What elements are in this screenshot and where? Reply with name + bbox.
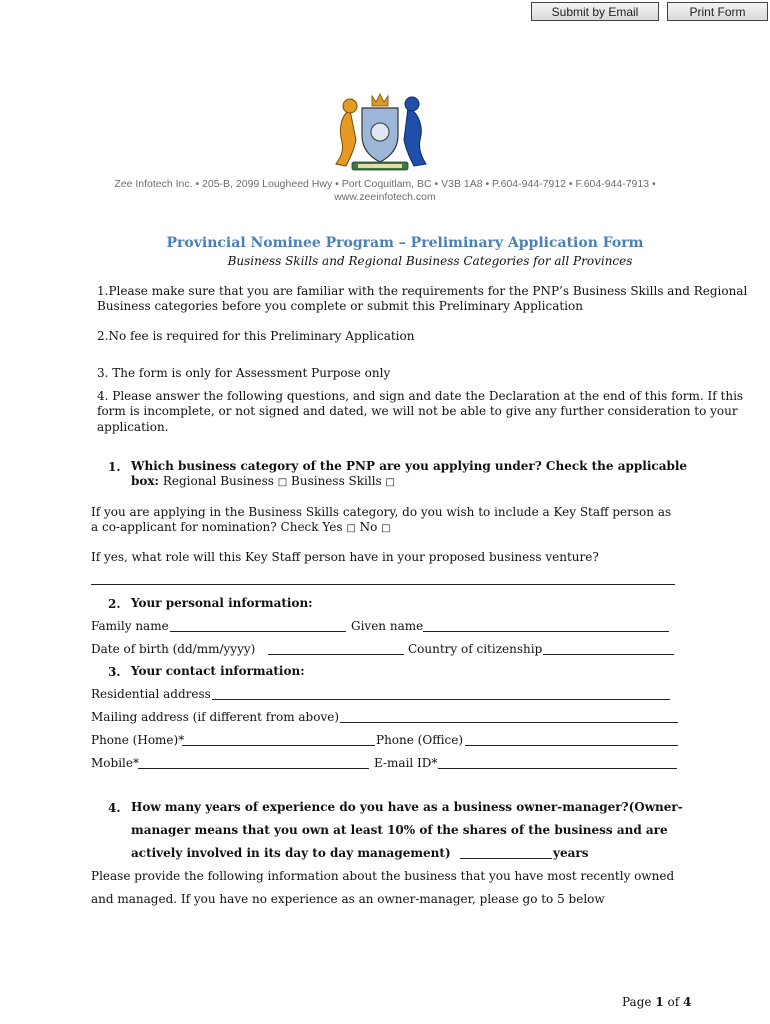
q4-line-1: How many years of experience do you have as a business owner-manager?(Owner- <box>131 800 683 814</box>
phone-home-field[interactable] <box>182 745 375 746</box>
q1-box-label: box: <box>131 474 159 488</box>
q4-instruction-line-2: and managed. If you have no experience as an owner-manager, please go to 5 below <box>91 892 605 906</box>
note-4-line-2: form is incomplete, or not signed and dated, we will not be able to give any further consideration to your <box>97 404 738 418</box>
page-current: 1 <box>655 995 664 1009</box>
q2-number: 2. <box>108 597 121 611</box>
page-total: 4 <box>683 995 692 1009</box>
given-name-field[interactable] <box>423 631 669 632</box>
print-form-button[interactable]: Print Form <box>667 2 768 21</box>
company-website: www.zeeinfotech.com <box>334 191 436 203</box>
q1-number: 1. <box>108 460 121 474</box>
years-experience-field[interactable] <box>460 858 552 859</box>
given-name-label: Given name <box>351 619 424 633</box>
submit-by-email-button[interactable]: Submit by Email <box>531 2 659 21</box>
form-title: Provincial Nominee Program – Preliminary Application Form <box>166 235 644 251</box>
regional-business-label: Regional Business <box>162 474 274 488</box>
key-staff-yes-checkbox[interactable]: □ <box>346 523 356 534</box>
family-name-label: Family name <box>91 619 169 633</box>
key-staff-question-line-2 <box>91 520 391 537</box>
regional-business-checkbox[interactable]: □ <box>277 477 288 488</box>
q1-heading: Which business category of the PNP are you applying under? Check the applicable <box>131 459 688 473</box>
citizenship-field[interactable] <box>543 654 674 655</box>
mobile-field[interactable] <box>138 768 369 769</box>
key-staff-question-line-1: If you are applying in the Business Skills category, do you wish to include a Key Staff person as <box>91 505 672 519</box>
phone-office-field[interactable] <box>465 745 678 746</box>
email-label: E-mail ID* <box>374 756 438 770</box>
q3-number: 3. <box>108 665 121 679</box>
key-staff-yes-label: a co-applicant for nomination? Check Yes <box>91 520 343 534</box>
page-of: of <box>667 995 680 1009</box>
email-field[interactable] <box>438 768 677 769</box>
note-4-line-3: application. <box>97 420 169 434</box>
form-subtitle: Business Skills and Regional Business Categories for all Provinces <box>227 254 633 268</box>
family-name-field[interactable] <box>170 631 346 632</box>
key-staff-role-question: If yes, what role will this Key Staff person have in your proposed business venture? <box>91 550 599 564</box>
q3-heading: Your contact information: <box>131 664 305 678</box>
q2-heading: Your personal information: <box>131 596 313 610</box>
phone-office-label: Phone (Office) <box>376 733 464 747</box>
note-1-line-1: 1.Please make sure that you are familiar with the requirements for the PNP’s Business Skills and Regional <box>97 284 748 298</box>
q4-instruction-line-1: Please provide the following information about the business that you have most recently owned <box>91 869 675 883</box>
key-staff-role-field[interactable] <box>91 584 675 585</box>
key-staff-no-checkbox[interactable]: □ <box>381 523 391 534</box>
residential-address-field[interactable] <box>212 699 670 700</box>
dob-label: Date of birth (dd/mm/yyyy) <box>91 642 256 656</box>
note-1-line-2: Business categories before you complete or submit this Preliminary Application <box>97 299 583 313</box>
q4-line-2: manager means that you own at least 10% of the shares of the business and are <box>131 823 668 837</box>
q4-line-3: actively involved in its day to day management) <box>131 846 451 860</box>
phone-home-label: Phone (Home)* <box>91 733 185 747</box>
q4-number: 4. <box>108 801 121 815</box>
dob-field[interactable] <box>268 654 404 655</box>
mailing-address-field[interactable] <box>340 722 678 723</box>
key-staff-no-label: No <box>359 520 378 534</box>
mailing-address-label: Mailing address (if different from above) <box>91 710 340 724</box>
company-address-line: Zee Infotech Inc. • 205-B, 2099 Lougheed Hwy • Port Coquitlam, BC • V3B 1A8 • P.604-944-7912 • F.604-944-7913 • <box>114 178 656 190</box>
business-skills-label: Business Skills <box>291 474 382 488</box>
note-2: 2.No fee is required for this Preliminary Application <box>97 329 415 343</box>
business-skills-checkbox[interactable]: □ <box>385 477 395 488</box>
page-prefix: Page <box>622 995 652 1009</box>
q1-options-line <box>131 474 395 491</box>
years-label: years <box>553 846 589 860</box>
mobile-label: Mobile* <box>91 756 139 770</box>
citizenship-label: Country of citizenship <box>408 642 543 656</box>
residential-address-label: Residential address <box>91 687 211 701</box>
note-3: 3. The form is only for Assessment Purpose only <box>97 366 391 380</box>
note-4-line-1: 4. Please answer the following questions, and sign and date the Declaration at the end of this form. If this <box>97 389 744 403</box>
page-number <box>622 995 691 1011</box>
coat-of-arms-logo <box>328 92 432 174</box>
